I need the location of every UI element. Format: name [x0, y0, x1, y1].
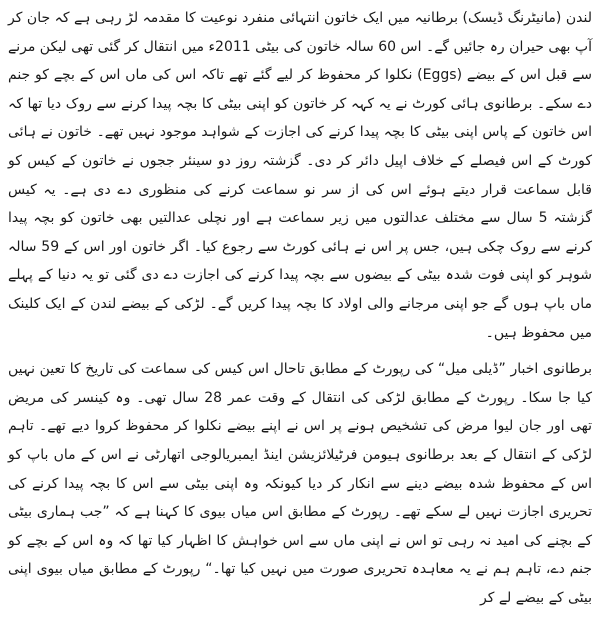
article-paragraph-1: لندن (مانیٹرنگ ڈیسک) برطانیہ میں ایک خاتون انتہائی منفرد نوعیت کا مقدمہ لڑ رہی ہے کہ جان کر آپ بھی حیران رہ جائیں گے۔ اس 60 سالہ خاتون کی بیٹی 2011ء میں انتقال کر گئی تھی لیکن مرنے سے قبل اس کے بیضے (Eggs) نکلوا کر محفوظ کر لیے گئے تھے تاکہ اس کی ماں اس کے بچے کو جنم دے سکے۔ برطانوی ہائی کورٹ نے یہ کہہ کر خاتون کو اپنی بیٹی کا بچہ پیدا کرنے سے روک دیا تھا کہ اس خاتون کے پاس اپنی بیٹی کا بچہ پیدا کرنے کی اجازت کے شواہد موجود نہیں تھے۔ خاتون نے ہائی کورٹ کے اس فیصلے کے خلاف اپیل دائر کر دی۔ گزشتہ روز دو سینئر ججوں نے خاتون کے کیس کو قابل سماعت قرار دیتے ہوئے اس کی از سر نو سماعت کرنے کی منظوری دے دی ہے۔ یہ کیس گزشتہ 5 سال سے مختلف عدالتوں میں زیر سماعت ہے اور نچلی عدالتیں بھی خاتون کو بچہ پیدا کرنے سے روک چکی ہیں، جس پر اس نے ہائی کورٹ سے رجوع کیا۔ اگر خاتون اور اس کے 59 سالہ شوہر کو اپنی فوت شدہ بیٹی کے بیضوں سے بچہ پیدا کرنے کی اجازت دے دی گئی تو یہ دنیا کے پہلے ماں باپ ہوں گے جو اپنی مرجانے والی اولاد کا بچہ پیدا کریں گے۔ لڑکی کے بیضے لندن کے ایک کلینک میں محفوظ ہیں۔: [8, 10, 592, 341]
article-body: [8, 4, 592, 620]
article-paragraph-2: برطانوی اخبار ”ڈیلی میل“ کی رپورٹ کے مطابق تاحال اس کیس کی سماعت کی تاریخ کا تعین نہیں کیا جا سکا۔ رپورٹ کے مطابق لڑکی کی انتقال کے وقت عمر 28 سال تھی۔ وہ کینسر کی مریض تھی اور جان لیوا مرض کی تشخیص ہونے پر اس نے اپنے بیضے نکلوا کر محفوظ کروا دیے تھے۔ تاہم لڑکی کے انتقال کے بعد برطانوی ہیومن فرٹیلائزیشن اینڈ ایمبریالوجی اتھارٹی نے اس کے ماں باپ کو اس کے محفوظ شدہ بیضے دینے سے انکار کر دیا کیونکہ وہ اپنی بیٹی سے اس کا بچہ پیدا کرنے کی تحریری اجازت نہیں لے سکے تھے۔ رپورٹ کے مطابق اس میاں بیوی کا کہنا ہے کہ ”جب ہماری بیٹی کے بچنے کی امید نہ رہی تو اس نے اپنی ماں سے اس خواہش کا اظہار کیا تھا کہ وہ اس کے بچے کو جنم دے، تاہم ہم نے یہ معاہدہ تحریری صورت میں نہیں کیا تھا۔“ رپورٹ کے مطابق میاں بیوی اپنی بیٹی کے بیضے لے کر: [8, 361, 592, 606]
